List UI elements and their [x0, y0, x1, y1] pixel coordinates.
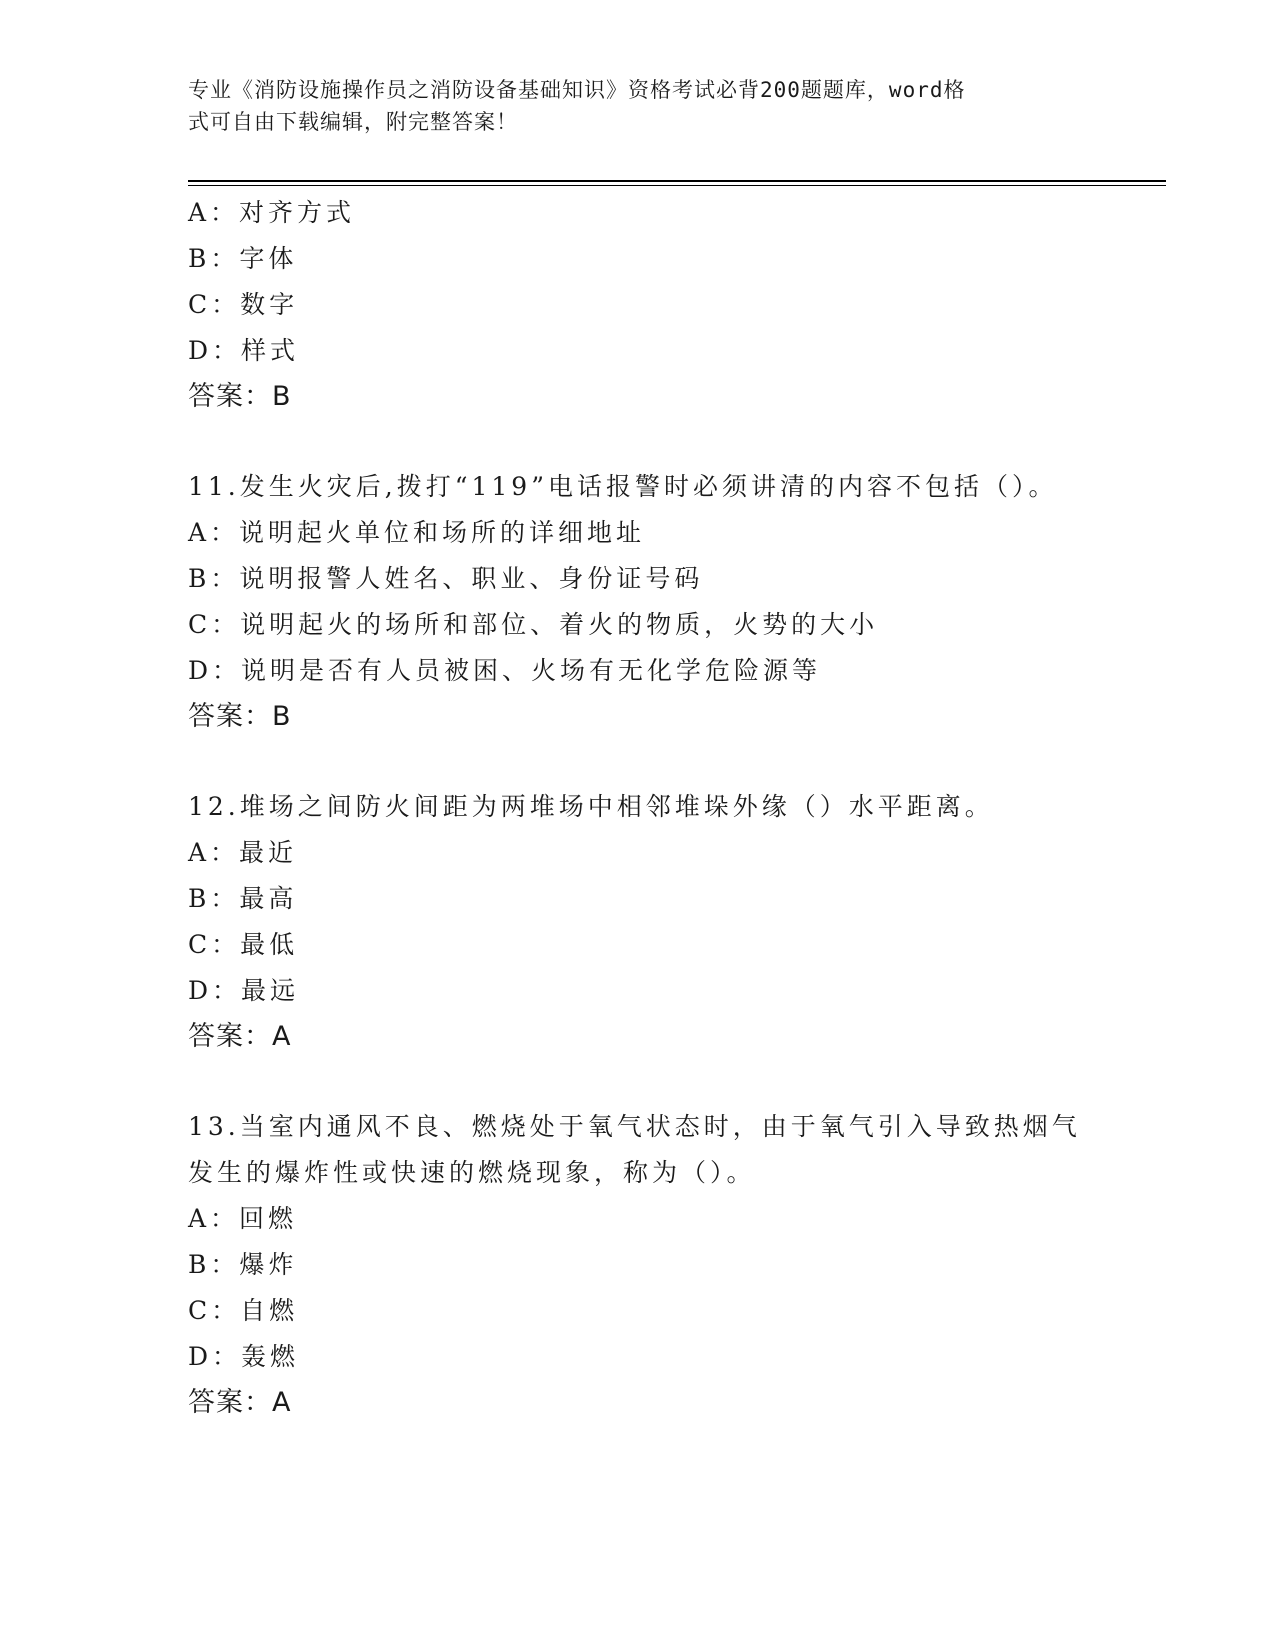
option-a: A：说明起火单位和场所的详细地址	[188, 518, 646, 547]
answer: 答案：B	[188, 701, 292, 732]
question-text-line-2: 发生的爆炸性或快速的燃烧现象，称为（）。	[188, 1158, 756, 1187]
option-a: A：最近	[188, 838, 298, 867]
question-text: 11.发生火灾后,拨打“119”电话报警时必须讲清的内容不包括（）。	[188, 472, 1058, 501]
answer: 答案：A	[188, 1021, 292, 1052]
option-b: B：爆炸	[188, 1250, 298, 1279]
option-c: C：说明起火的场所和部位、着火的物质，火势的大小	[188, 610, 879, 639]
option-d: D：最远	[188, 976, 300, 1005]
question-13	[188, 1104, 1088, 1426]
question-12	[188, 784, 1088, 1060]
option-b: B：说明报警人姓名、职业、身份证号码	[188, 564, 704, 593]
answer: 答案：B	[188, 381, 292, 412]
option-c: C：数字	[188, 290, 299, 319]
option-c: C：自燃	[188, 1296, 299, 1325]
option-d: D：说明是否有人员被困、火场有无化学危险源等	[188, 656, 822, 685]
spacer	[188, 1060, 1088, 1104]
option-a: A：回燃	[188, 1204, 298, 1233]
question-continued	[188, 190, 1088, 420]
option-d: D：轰燃	[188, 1342, 300, 1371]
header-line-2: 式可自由下载编辑，附完整答案！	[188, 110, 518, 134]
question-list	[188, 190, 1088, 1426]
question-11	[188, 464, 1088, 740]
option-d: D：样式	[188, 336, 300, 365]
header-divider-thick	[188, 180, 1166, 182]
option-a: A：对齐方式	[188, 198, 356, 227]
option-b: B：字体	[188, 244, 298, 273]
option-c: C：最低	[188, 930, 299, 959]
spacer	[188, 740, 1088, 784]
spacer	[188, 420, 1088, 464]
header-line-1: 专业《消防设施操作员之消防设备基础知识》资格考试必背200题题库，word格	[188, 78, 966, 102]
question-text-line-1: 13.当室内通风不良、燃烧处于氧气状态时，由于氧气引入导致热烟气	[188, 1112, 1081, 1141]
header-divider-thin	[188, 185, 1166, 186]
option-b: B：最高	[188, 884, 298, 913]
question-text: 12.堆场之间防火间距为两堆场中相邻堆垛外缘（）水平距离。	[188, 792, 994, 821]
answer: 答案：A	[188, 1387, 292, 1418]
document-header	[188, 74, 1068, 138]
